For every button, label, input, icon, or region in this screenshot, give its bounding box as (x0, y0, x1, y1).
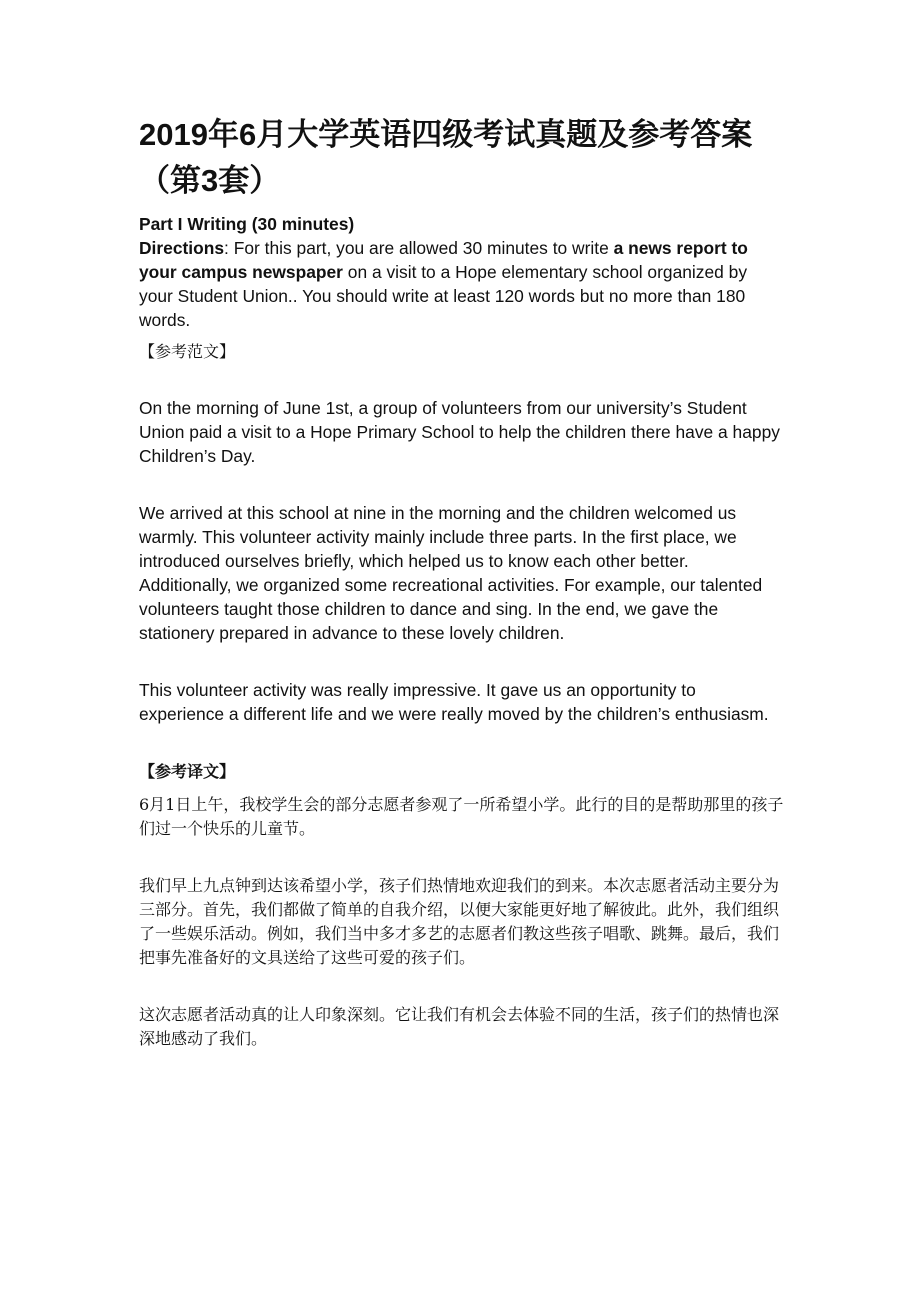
directions-paragraph (139, 236, 784, 332)
sample-heading: 【参考范文】 (139, 342, 236, 361)
part-heading: Part I Writing (30 minutes) (139, 214, 355, 234)
directions-text-2: on a visit to a Hope elementary school organized by your Student Union.. You should write at least 120 words but no more than 180 words. (139, 262, 748, 330)
directions-text-1: : For this part, you are allowed 30 minutes to write (224, 238, 614, 258)
translation-paragraph-3: 这次志愿者活动真的让人印象深刻。它让我们有机会去体验不同的生活，孩子们的热情也深深地感动了我们。 (139, 1005, 780, 1048)
directions-bold-phrase: a news report to your campus newspaper (139, 238, 748, 282)
sample-paragraph-2: We arrived at this school at nine in the morning and the children welcomed us warmly. This volunteer activity mainly include three parts. In the first place, we introduced ourselves briefly, which helped us to know each other better. Additionally, we organized some recreational activities. For example, our talented volunteers taught those children to dance and sing. In the end, we gave the stationery prepared in advance to these lovely children. (139, 503, 763, 643)
translation-heading: 【参考译文】 (139, 762, 236, 781)
sample-paragraph-1: On the morning of June 1st, a group of volunteers from our university’s Student Union paid a visit to a Hope Primary School to help the children there have a happy Children’s Day. (139, 398, 780, 466)
document-title: 2019年6月大学英语四级考试真题及参考答案（第3套） (139, 117, 753, 198)
translation-paragraph-2: 我们早上九点钟到达该希望小学，孩子们热情地欢迎我们的到来。本次志愿者活动主要分为三部分。首先，我们都做了简单的自我介绍，以便大家能更好地了解彼此。此外，我们组织了一些娱乐活动。例如，我们当中多才多艺的志愿者们教这些孩子唱歌、跳舞。最后，我们把事先准备好的文具送给了这些可爱的孩子们。 (139, 876, 780, 967)
directions-label: Directions (139, 238, 225, 258)
sample-paragraph-3: This volunteer activity was really impressive. It gave us an opportunity to experience a different life and we were really moved by the children’s enthusiasm. (139, 680, 769, 724)
translation-paragraph-1: 6月1日上午，我校学生会的部分志愿者参观了一所希望小学。此行的目的是帮助那里的孩子们过一个快乐的儿童节。 (139, 795, 784, 838)
document-page (139, 112, 784, 1051)
